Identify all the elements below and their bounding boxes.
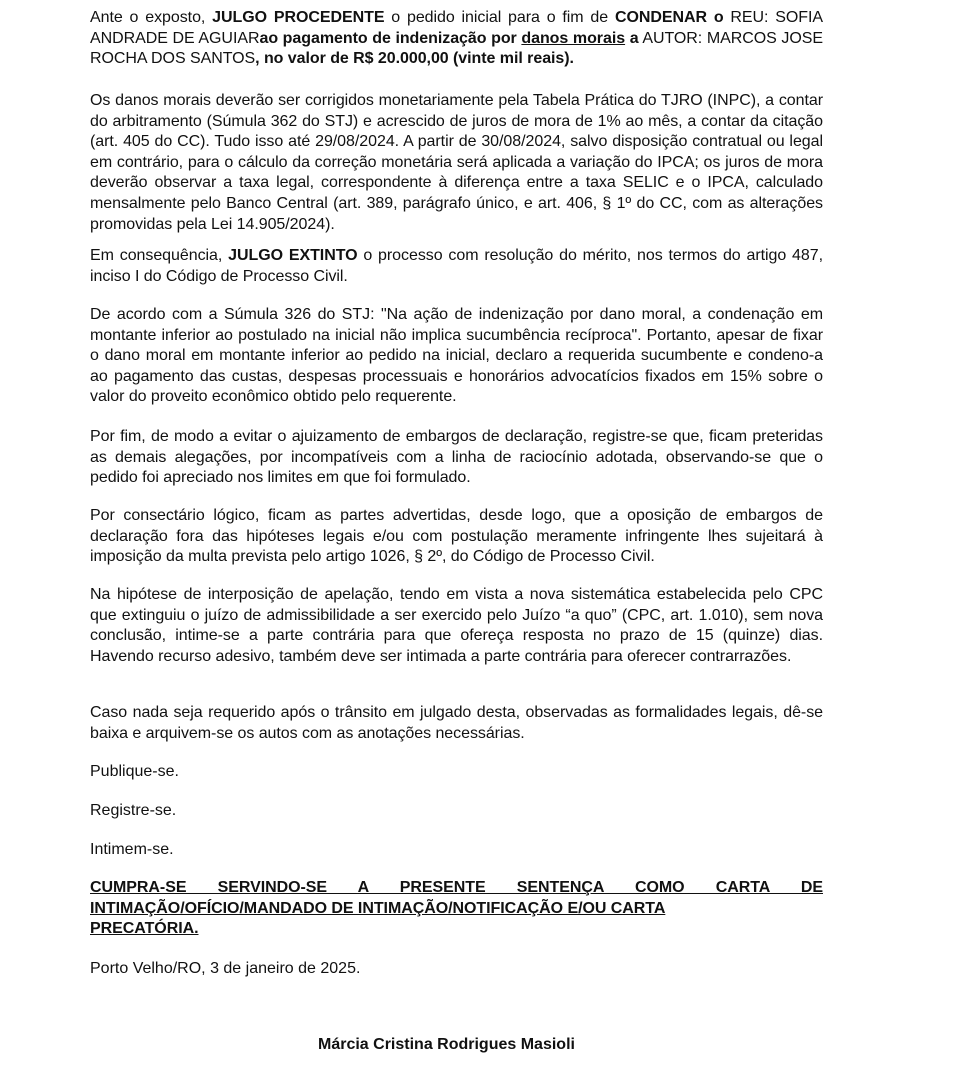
p1-plaintiff: AUTOR: MARCOS JOSE ROCHA DOS SANTOS bbox=[90, 29, 823, 68]
paragraph-consectario: Por consectário lógico, ficam as partes advertidas, desde logo, que a oposição de embargos de declaração fora das hipóteses legais e/ou com postulação meramente infringente lhes sujeitará à imposição da multa prevista pelo artigo 1026, § 2º, do Código de Processo Civil. bbox=[90, 507, 823, 566]
date-line: Porto Velho/RO, 3 de janeiro de 2025. bbox=[90, 960, 361, 977]
p1-condenar: CONDENAR o bbox=[614, 9, 724, 26]
paragraph-monetary-correction: Os danos morais deverão ser corrigidos monetariamente pela Tabela Prática do TJRO (INPC), a contar do arbitramento (Súmula 362 do STJ) e acrescido de juros de mora de 1% ao mês, a contar da citação (art. 405 do CC). Tudo isso até 29/08/2024. A partir de 30/08/2024, salvo disposição contratual ou legal em contrário, para o cálculo da correção monetária será aplicada a variação do IPCA; os juros de mora deverão observar a taxa legal, correspondente à diferença entre a taxa SELIC e o IPCA, calculado mensalmente pelo Banco Central (art. 389, parágrafo único, e art. 406, § 1º do CC, com as alterações promovidas pela Lei 14.905/2024). bbox=[90, 92, 823, 233]
p1-a: a bbox=[625, 29, 639, 47]
p1-julgo-procedente: JULGO PROCEDENTE bbox=[212, 9, 385, 26]
paragraph-sumula: De acordo com a Súmula 326 do STJ: "Na ação de indenização por dano moral, a condenação em montante inferior ao postulado na inicial não implica sucumbência recíproca". Portanto, apesar de fixar o dano moral em montante inferior ao pedido na inicial, declaro a requerida sucumbente e condeno-a ao pagamento das custas, despesas processuais e honorários advocatícios fixados em 15% sobre o valor do proveito econômico obtido pelo requerente. bbox=[90, 306, 823, 406]
cumpra-main: CUMPRA-SE SERVINDO-SE A PRESENTE SENTENÇA COMO CARTA DE INTIMAÇÃO/OFÍCIO/MANDADO DE INTIMAÇÃO/NOTIFICAÇÃO E/OU CARTA bbox=[90, 879, 823, 917]
publique-line: Publique-se. bbox=[90, 763, 179, 780]
p3-text-c: o processo com resolução do mérito, nos termos do artigo 487, inciso I do Código de Processo Civil. bbox=[90, 247, 823, 285]
signature-name: Márcia Cristina Rodrigues Masioli bbox=[318, 1036, 575, 1053]
paragraph-transito: Caso nada seja requerido após o trânsito em julgado desta, observadas as formalidades legais, dê-se baixa e arquivem-se os autos com as anotações necessárias. bbox=[90, 704, 823, 742]
paragraph-extinction bbox=[90, 246, 823, 287]
paragraph-judgment bbox=[90, 8, 823, 70]
p1-defendant: REU: SOFIA ANDRADE DE AGUIAR bbox=[90, 9, 823, 47]
intimem-line: Intimem-se. bbox=[90, 841, 174, 858]
cumpra-last: PRECATÓRIA. bbox=[90, 920, 199, 938]
p1-indenizacao: ao pagamento de indenização por bbox=[259, 29, 522, 47]
p1-text-c: o pedido inicial para o fim de bbox=[384, 9, 615, 26]
p1-text-a: Ante o exposto, bbox=[90, 9, 213, 26]
paragraph-apelacao: Na hipótese de interposição de apelação, tendo em vista a nova sistemática estabelecida pelo CPC que extinguiu o juízo de admissibilidade a ser exercido pelo Juízo “a quo” (CPC, art. 1.010), sem nova conclusão, intime-se a parte contrária para que ofereça resposta no prazo de 15 (quinze) dias. Havendo recurso adesivo, também deve ser intimada a parte contrária para oferecer contrarrazões. bbox=[90, 586, 823, 665]
p1-danos-morais: danos morais bbox=[521, 29, 626, 47]
registre-line: Registre-se. bbox=[90, 802, 177, 819]
cumpra-clause bbox=[90, 878, 823, 940]
p3-text-a: Em consequência, bbox=[90, 247, 229, 264]
p1-amount: , no valor de R$ 20.000,00 (vinte mil reais). bbox=[255, 50, 574, 68]
paragraph-embargos: Por fim, de modo a evitar o ajuizamento de embargos de declaração, registre-se que, ficam preteridas as demais alegações, por incompatíveis com a linha de raciocínio adotada, observando-se que o pedido foi apreciado nos limites em que foi formulado. bbox=[90, 428, 823, 487]
p3-julgo-extinto: JULGO EXTINTO bbox=[228, 247, 358, 264]
